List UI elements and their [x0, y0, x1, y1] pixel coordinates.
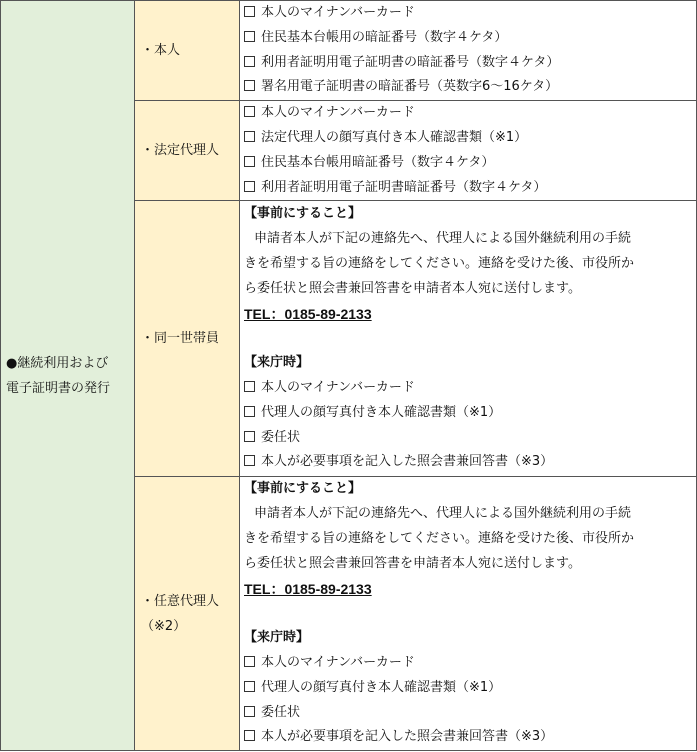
advance-heading: 【事前にすること】 — [244, 206, 362, 222]
checklist-item-text: 利用者証明用電子証明書の暗証番号（数字４ケタ） — [261, 54, 560, 70]
applicant-label-honnin: ・本人 — [141, 43, 181, 59]
checkbox-icon — [244, 406, 255, 417]
advance-heading: 【事前にすること】 — [244, 481, 362, 497]
visit-heading: 【来庁時】 — [244, 630, 310, 646]
checkbox-icon — [244, 706, 255, 717]
checklist-item — [240, 151, 696, 176]
checklist-item-text: 本人が必要事項を記入した照会書兼回答書（※3） — [261, 729, 554, 745]
category-label — [1, 351, 134, 401]
spacer — [240, 326, 696, 351]
checklist-item-text: 住民基本台帳用の暗証番号（数字４ケタ） — [261, 29, 508, 45]
applicant-cell-setai — [135, 201, 240, 477]
category-label-line1: ●継続利用および — [6, 355, 109, 371]
advance-text-line: ら委任状と照会書兼回答書を申請者本人宛に送付します。 — [244, 280, 581, 296]
row-honnin — [1, 1, 697, 101]
checklist-item — [240, 126, 696, 151]
checkbox-icon — [244, 80, 255, 91]
advance-text-line: 申請者本人が下記の連絡先へ、代理人による国外継続利用の手続 — [254, 506, 632, 522]
checklist-item — [240, 426, 696, 451]
checkbox-icon — [244, 455, 255, 466]
checklist-item-text: 代理人の顔写真付き本人確認書類（※1） — [261, 679, 502, 695]
tel-number: TEL：0185-89-2133 — [244, 305, 372, 322]
checklist-item — [240, 701, 696, 726]
checkbox-icon — [244, 131, 255, 142]
advance-text-line: ら委任状と照会書兼回答書を申請者本人宛に送付します。 — [244, 555, 581, 571]
checkbox-icon — [244, 681, 255, 692]
checkbox-icon — [244, 431, 255, 442]
checklist-item — [240, 101, 696, 126]
checkbox-icon — [244, 730, 255, 741]
details-cell-honnin — [240, 1, 697, 101]
checklist-item-text: 本人のマイナンバーカード — [261, 380, 415, 396]
checkbox-icon — [244, 181, 255, 192]
checklist-item — [240, 651, 696, 676]
spacer — [240, 601, 696, 626]
tel-number: TEL：0185-89-2133 — [244, 580, 372, 597]
checklist-item — [240, 725, 696, 750]
checkbox-icon — [244, 156, 255, 167]
details-cell-houtei — [240, 101, 697, 201]
checkbox-icon — [244, 6, 255, 17]
checklist-item-text: 委任状 — [261, 429, 301, 445]
checklist-item-text: 委任状 — [261, 704, 301, 720]
applicant-cell-honnin — [135, 1, 240, 101]
checklist-item-text: 法定代理人の顔写真付き本人確認書類（※1） — [261, 129, 528, 145]
checklist-item-text: 署名用電子証明書の暗証番号（英数字6〜16ケタ） — [261, 79, 559, 95]
checklist-item — [240, 176, 696, 201]
checklist-item-text: 住民基本台帳用暗証番号（数字４ケタ） — [261, 154, 495, 170]
advance-text-line: きを希望する旨の連絡をしてください。連絡を受けた後、市役所か — [244, 531, 635, 547]
applicant-cell-nini — [135, 477, 240, 751]
applicant-label-nini-note: （※2） — [141, 618, 187, 634]
applicant-label-houtei: ・法定代理人 — [141, 143, 220, 159]
checkbox-icon — [244, 656, 255, 667]
advance-text-line: きを希望する旨の連絡をしてください。連絡を受けた後、市役所か — [244, 256, 635, 272]
checklist-item — [240, 401, 696, 426]
applicant-label-setai: ・同一世帯員 — [141, 331, 220, 347]
checklist-item-text: 本人のマイナンバーカード — [261, 655, 415, 671]
checklist-item-text: 本人のマイナンバーカード — [261, 5, 415, 20]
details-cell-setai — [240, 201, 697, 477]
checkbox-icon — [244, 31, 255, 42]
checklist-item-text: 本人のマイナンバーカード — [261, 105, 415, 121]
category-cell — [1, 1, 135, 751]
applicant-label-nini — [135, 589, 239, 639]
checkbox-icon — [244, 381, 255, 392]
applicant-cell-houtei — [135, 101, 240, 201]
checkbox-icon — [244, 56, 255, 67]
checklist-item-text: 本人が必要事項を記入した照会書兼回答書（※3） — [261, 454, 554, 470]
checkbox-icon — [244, 106, 255, 117]
checklist-item — [240, 51, 696, 76]
checklist-item — [240, 26, 696, 51]
checklist-item — [240, 676, 696, 701]
category-label-line2: 電子証明書の発行 — [6, 380, 111, 396]
visit-heading: 【来庁時】 — [244, 355, 310, 371]
checklist-item — [240, 450, 696, 475]
details-cell-nini — [240, 477, 697, 751]
checklist-item-text: 代理人の顔写真付き本人確認書類（※1） — [261, 404, 502, 420]
checklist-item — [240, 1, 696, 26]
checklist-item — [240, 75, 696, 100]
checklist-item-text: 利用者証明用電子証明書暗証番号（数字４ケタ） — [261, 179, 547, 195]
applicant-label-nini-line1: ・任意代理人 — [141, 593, 220, 609]
advance-text-line: 申請者本人が下記の連絡先へ、代理人による国外継続利用の手続 — [254, 231, 632, 247]
checklist-item — [240, 376, 696, 401]
